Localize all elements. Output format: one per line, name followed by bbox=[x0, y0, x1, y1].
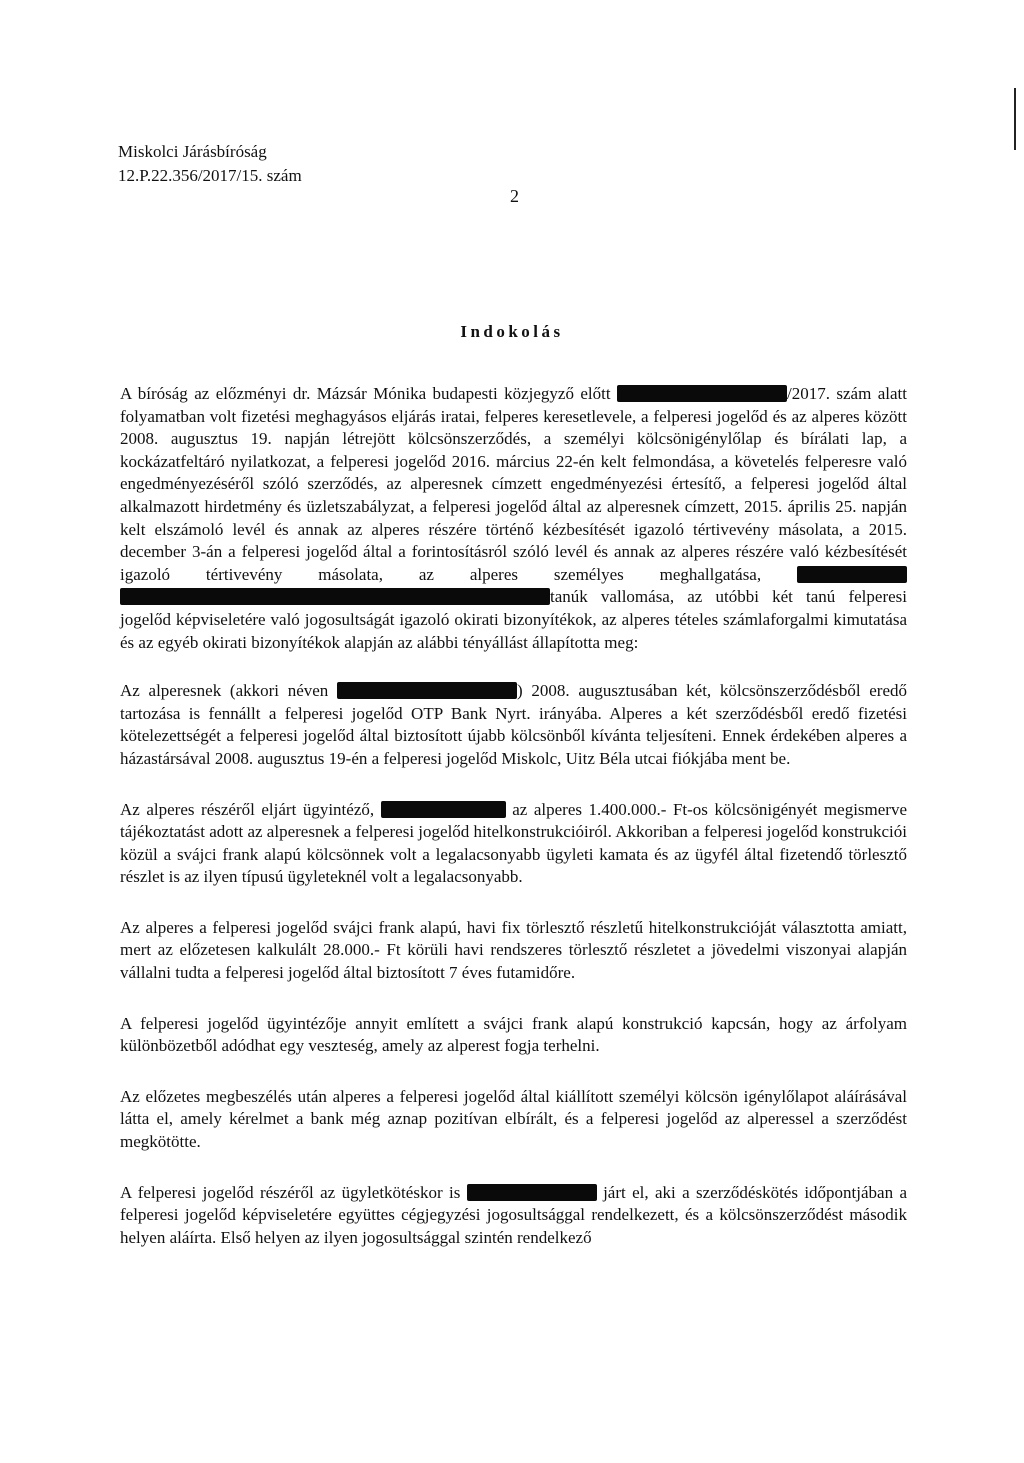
document-body bbox=[120, 383, 907, 1277]
paragraph-text: Az alperes részéről eljárt ügyintéző, bbox=[120, 799, 375, 819]
paragraph-evidence bbox=[120, 383, 907, 654]
redaction-block bbox=[797, 566, 907, 583]
paragraph-text: A bíróság az előzményi dr. Mázsár Mónika budapesti közjegyző előtt bbox=[120, 384, 611, 403]
section-title: Indokolás bbox=[460, 322, 564, 341]
paragraph-text: ) 2008. augusztusában két, kölcsönszerződésből eredő tartozása is fennállt a felperesi jogelőd OTP Bank Nyrt. irányába. Alperes a két szerződésből eredő fizetési kötelezettségét a felperesi jogelőd által biztosított újabb kölcsönből kívánta teljesíteni. Ennek érdekében alperes a házastársával 2008. augusztus 19-én a felperesi jogelőd Miskolc, Uitz Béla utcai fiókjába ment be. bbox=[120, 681, 908, 768]
redaction-block bbox=[120, 588, 550, 605]
scan-edge-mark bbox=[1014, 88, 1016, 150]
paragraph-text: /2017. szám alatt folyamatban volt fizetési meghagyásos eljárás iratai, felperes keresetlevele, a felperesi jogelőd és az alperes között 2008. augusztus 19. napján létrejött kölcsönszerződés, a személyi kölcsönigénylőlap és bírálati lap, a kockázatfeltáró nyilatkozat, a felperesi jogelőd 2016. március 22-én kelt felmondása, a követelés felperesre való engedményezéséről szóló szerződés, az alperesnek címzett engedményezési értesítő, a felperesi jogelőd által alkalmazott hirdetmény és üzletszabályzat, a felperesi jogelőd által az alperesnek címzett, 2015. április 25. napján kelt elszámoló levél és annak az alperes részére történő kézbesítését igazoló tértivevény másolata, a 2015. december 3-án a felperesi jogelőd által a forintosításról szóló levél és annak az alperes részére való kézbesítését igazoló tértivevény másolata, az alperes személyes meghallgatása, bbox=[120, 384, 907, 584]
paragraph-choice: Az alperes a felperesi jogelőd svájci frank alapú, havi fix törlesztő részletű hitelkonstrukcióját választotta amiatt, mert az előzetesen kalkulált 28.000.- Ft körüli havi rendszeres törlesztő részletet a jövedelmi viszonyai alapján vállalni tudta a felperesi jogelőd által biztosított 7 éves futamidőre. bbox=[120, 917, 907, 983]
paragraph-text: Az alperesnek (akkori néven bbox=[120, 681, 329, 701]
paragraph-text: A felperesi jogelőd részéről az ügyletkötéskor is bbox=[120, 1182, 461, 1202]
redaction-block bbox=[381, 801, 506, 818]
document-header bbox=[118, 140, 302, 188]
paragraph-signature bbox=[120, 1182, 907, 1250]
paragraph-debt bbox=[120, 680, 907, 770]
court-name: Miskolci Járásbíróság bbox=[118, 142, 267, 161]
paragraph-administrator bbox=[120, 799, 907, 889]
page-number: 2 bbox=[510, 186, 519, 206]
redaction-block bbox=[337, 682, 517, 699]
paragraph-text: tanúk vallomása, az utóbbi két tanú felperesi jogelőd képviseletére való jogosultságát igazoló okirati bizonyítékok, az alperes tételes számlaforgalmi kimutatása és az egyéb okirati bizonyítékok alapján az alábbi tényállást állapította meg: bbox=[120, 587, 907, 652]
paragraph-information: A felperesi jogelőd ügyintézője annyit említett a svájci frank alapú konstrukció kapcsán, hogy az árfolyam különbözetből adódhat egy veszteség, amely az alperest fogja terhelni. bbox=[120, 1013, 907, 1056]
case-number: 12.P.22.356/2017/15. szám bbox=[118, 166, 302, 185]
paragraph-text: az alperes 1.400.000.- Ft-os kölcsönigényét megismerve tájékoztatást adott az alperesnek a felperesi jogelőd hitelkonstrukcióiról. Akkoriban a felperesi jogelőd konstrukciói közül a svájci frank alapú kölcsönnek volt a legalacsonyabb ügyleti kamata és az ügyfél által fizetendő törlesztő részlet is az ilyen típusú ügyleteknél volt a legalacsonyabb. bbox=[120, 799, 908, 887]
redaction-block bbox=[617, 385, 787, 402]
paragraph-text: járt el, aki a szerződéskötés időpontjában a felperesi jogelőd képviseletére együttes cégjegyzési jogosultsággal rendelkezett, és a kölcsönszerződést második helyen aláírta. Első helyen az ilyen jogosultsággal szintén rendelkező bbox=[120, 1182, 908, 1247]
paragraph-application: Az előzetes megbeszélés után alperes a felperesi jogelőd által kiállított személyi kölcsön igénylőlapot aláírásával látta el, amely kérelmet a bank még aznap pozitívan elbírált, és a felperesi jogelőd az alperessel a szerződést megkötötte. bbox=[120, 1086, 907, 1152]
redaction-block bbox=[467, 1184, 597, 1201]
